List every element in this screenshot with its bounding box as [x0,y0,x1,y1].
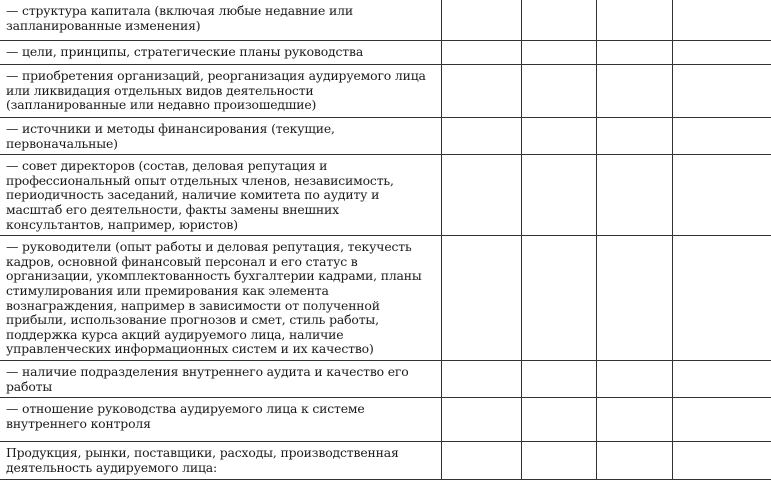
empty-cell [441,41,521,65]
empty-cell [672,236,771,361]
empty-cell [672,155,771,236]
empty-cell [441,236,521,361]
table-row [0,41,771,65]
empty-cell [596,41,672,65]
row-text-cell [0,65,441,118]
empty-cell [521,155,596,236]
empty-cell [672,118,771,155]
empty-cell [596,155,672,236]
row-text-cell [0,155,441,236]
empty-cell [441,398,521,442]
empty-cell [672,442,771,480]
empty-cell [521,118,596,155]
empty-cell [521,236,596,361]
empty-cell [521,398,596,442]
row-text: — отношение руководства аудируемого лица к системе внутреннего контроля [6,401,365,431]
row-text-cell [0,118,441,155]
table-row [0,155,771,236]
empty-cell [521,41,596,65]
empty-cell [672,360,771,397]
row-text-cell [0,360,441,397]
row-text: — цели, принципы, стратегические планы руководства [6,44,364,59]
empty-cell [596,360,672,397]
table-row [0,0,771,41]
empty-cell [441,0,521,41]
empty-cell [441,442,521,480]
row-text: — наличие подразделения внутреннего аудита и качество его работы [6,363,409,394]
empty-cell [596,398,672,442]
empty-cell [596,65,672,118]
empty-cell [596,442,672,480]
table-row [0,118,771,155]
row-text-cell [0,41,441,65]
empty-cell [441,155,521,236]
row-text: — источники и методы финансирования (текущие, первоначальные) [6,121,335,151]
row-text-cell [0,0,441,41]
table-row [0,65,771,118]
row-text-cell [0,236,441,361]
row-text: — совет директоров (состав, деловая репутация и профессиональный опыт отдельных членов, независимость, периодичность заседаний, наличие комитета по аудиту и масштаб его деятельности, факты замены внешних консультантов, например, юристов) [6,158,394,232]
row-text: — структура капитала (включая любые недавние или запланированные изменения) [6,3,353,33]
empty-cell [596,0,672,41]
empty-cell [672,0,771,41]
table-row [0,236,771,361]
row-text: Продукция, рынки, поставщики, расходы, производственная деятельность аудируемого лица: [6,445,399,475]
table-row [0,360,771,397]
empty-cell [521,442,596,480]
empty-cell [521,0,596,41]
row-text: — руководители (опыт работы и деловая репутация, текучесть кадров, основной финансовый персонал и его статус в организации, укомплектованность бухгалтерии кадрами, планы стимулирования или премирования как элемента вознаграждения, например в зависимости от полученной прибыли, использование прогнозов и смет, стиль работы, поддержка курса акций аудируемого лица, наличие управленческих информационных систем и их качество) [6,239,422,357]
empty-cell [672,65,771,118]
table-row [0,442,771,480]
empty-cell [596,236,672,361]
empty-cell [521,65,596,118]
row-text-cell [0,398,441,442]
table-row [0,398,771,442]
empty-cell [672,41,771,65]
empty-cell [672,398,771,442]
empty-cell [441,118,521,155]
row-text-cell [0,442,441,480]
empty-cell [441,65,521,118]
empty-cell [596,118,672,155]
row-text: — приобретения организаций, реорганизация аудируемого лица или ликвидация отдельных видов деятельности (запланированные или недавно произошедшие) [6,68,426,113]
empty-cell [441,360,521,397]
empty-cell [521,360,596,397]
